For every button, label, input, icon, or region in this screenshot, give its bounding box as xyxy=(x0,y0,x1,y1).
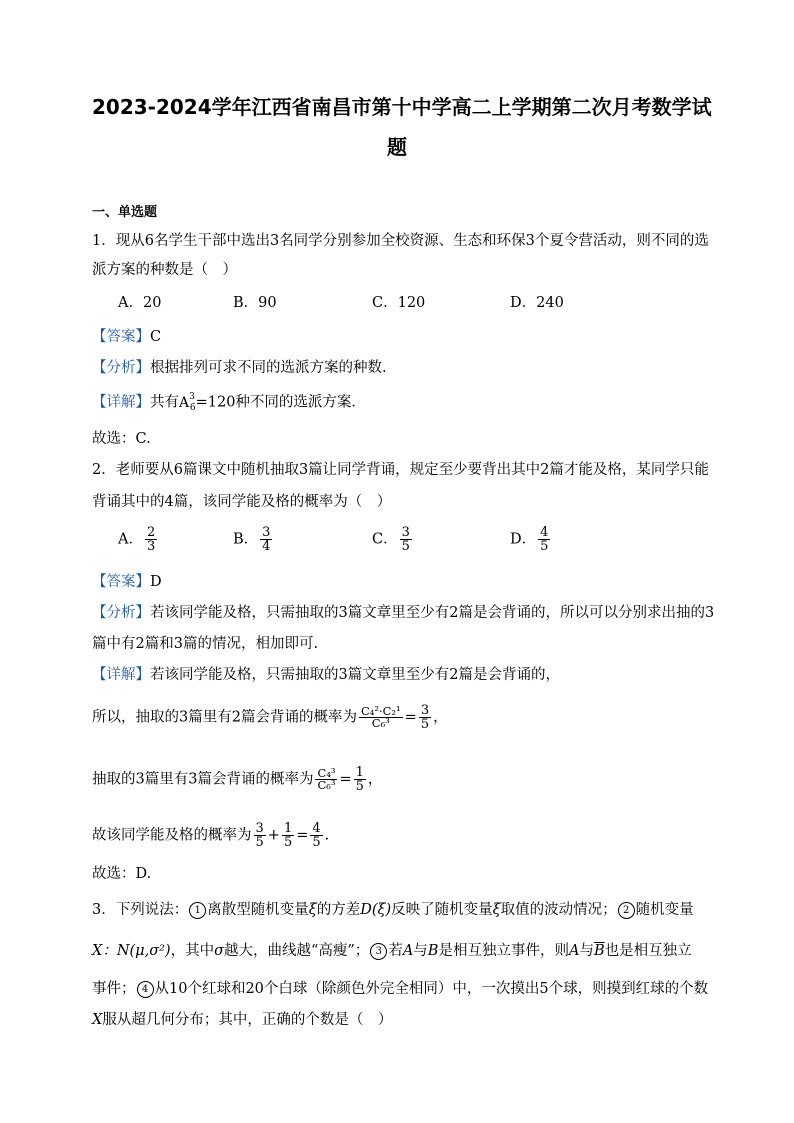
q2-choose: 故选：D. xyxy=(92,866,152,882)
answer-tag: 【答案】 xyxy=(92,574,150,590)
q1-analysis xyxy=(92,361,387,376)
q2-analysis-text: 若该同学能及格，只需抽取的3篇文章里至少有2篇是会背诵的，所以可以分别求出抽的3 xyxy=(150,605,715,621)
q2-answer xyxy=(92,575,162,590)
q1-detail-prefix: 共有 xyxy=(150,394,179,411)
q2-detail-line4: 故该同学能及格的概率为 $\frac{3}{5}$ + $\frac{1}{5}$ = $\frac{4}{5}$ . xyxy=(92,821,330,850)
answer-tag: 【答案】 xyxy=(92,329,150,345)
q1-answer xyxy=(92,330,161,345)
q1-choose: 故选：C. xyxy=(92,431,151,447)
q2-detail-line3: 抽取的3篇里有3篇会背诵的概率为 $\frac{\text{C₄³}}{\text{C₆³}}$ = $\frac{1}{5}$ ， xyxy=(92,765,383,794)
section-heading: 一、单选题 xyxy=(92,205,158,220)
q3-line3: 事件； 4 从10个红球和20个白球（除颜色外完全相同）中，一次摸出5个球，则摸到红球的个数 xyxy=(92,981,709,997)
q2-detail-line2: 所以，抽取的3篇里有2篇会背诵的概率为 $\frac{\text{C₄²·C₂¹}}{\text{C₆³}}$ = $\frac{3}{5}$ ， xyxy=(92,703,448,732)
q3-line2: X：N(μ,σ²)，其中σ越大，曲线越“高瘦”； 3 若A与B是相互独立事件，则A与$\overline{B}$也是相互独立 xyxy=(92,943,692,959)
q2-detail-text: 若该同学能及格，只需抽取的3篇文章里至少有2篇是会背诵的， xyxy=(150,667,560,683)
q1-detail-perm: $A^3_6$ xyxy=(179,392,196,414)
circled-2: 2 xyxy=(618,902,635,919)
q1-detail-eq: =120 xyxy=(195,394,236,411)
detail-tag: 【详解】 xyxy=(92,667,150,683)
q2-answer-value: D xyxy=(150,574,162,590)
q2-analysis-line2: 篇中有2篇和3篇的情况，相加即可. xyxy=(92,636,319,652)
q1-option-b: B．90 xyxy=(233,295,277,311)
detail-tag: 【详解】 xyxy=(92,394,150,411)
doc-title-line2: 题 xyxy=(387,135,407,159)
doc-title-line1: 2023-2024学年江西省南昌市第十中学高二上学期第二次月考数学试 xyxy=(92,95,712,119)
q1-option-d: D．240 xyxy=(510,295,564,311)
q2-analysis-line1 xyxy=(92,606,714,621)
q2-detail-line1 xyxy=(92,668,560,683)
circled-4: 4 xyxy=(137,981,154,998)
circled-3: 3 xyxy=(370,943,387,960)
q2-option-d: D． $\frac{4}{5}$ xyxy=(510,525,549,554)
q2-option-b: B． $\frac{3}{4}$ xyxy=(233,525,271,554)
analysis-tag: 【分析】 xyxy=(92,360,150,376)
q2-option-c: C． $\frac{3}{5}$ xyxy=(372,525,410,554)
q2-frac-c43: $\frac{\text{C₄³}}{\text{C₆³}}$ xyxy=(317,765,336,792)
q1-stem-line1: 1．现从6名学生干部中选出3名同学分别参加全校资源、生态和环保3个夏令营活动，则不同的选 xyxy=(92,233,709,249)
q3-line1: 3．下列说法： 1 离散型随机变量ξ的方差D(ξ)反映了随机变量ξ取值的波动情况； 2 随机变量 xyxy=(92,902,694,918)
q1-analysis-text: 根据排列可求不同的选派方案的种数. xyxy=(150,360,387,376)
q1-detail xyxy=(92,392,366,414)
q1-option-a: A．20 xyxy=(118,295,162,311)
q1-detail-suffix: 种不同的选派方案． xyxy=(235,394,366,411)
circled-1: 1 xyxy=(189,902,206,919)
q2-stem-line1: 2．老师要从6篇课文中随机抽取3篇让同学背诵，规定至少要背出其中2篇才能及格，某同学只能 xyxy=(92,462,709,478)
q2-frac-c42c21: $\frac{\text{C₄²·C₂¹}}{\text{C₆³}}$ xyxy=(360,703,401,730)
q1-stem-line2: 派方案的种数是（ ） xyxy=(92,262,237,278)
q1-answer-value: C xyxy=(150,329,162,345)
q3-line4: X服从超几何分布；其中，正确的个数是（ ） xyxy=(92,1012,393,1028)
analysis-tag: 【分析】 xyxy=(92,605,150,621)
q1-option-c: C．120 xyxy=(372,295,426,311)
q2-option-a: A． $\frac{2}{3}$ xyxy=(118,525,156,554)
q2-stem-line2: 背诵其中的4篇，该同学能及格的概率为（ ） xyxy=(92,494,392,510)
